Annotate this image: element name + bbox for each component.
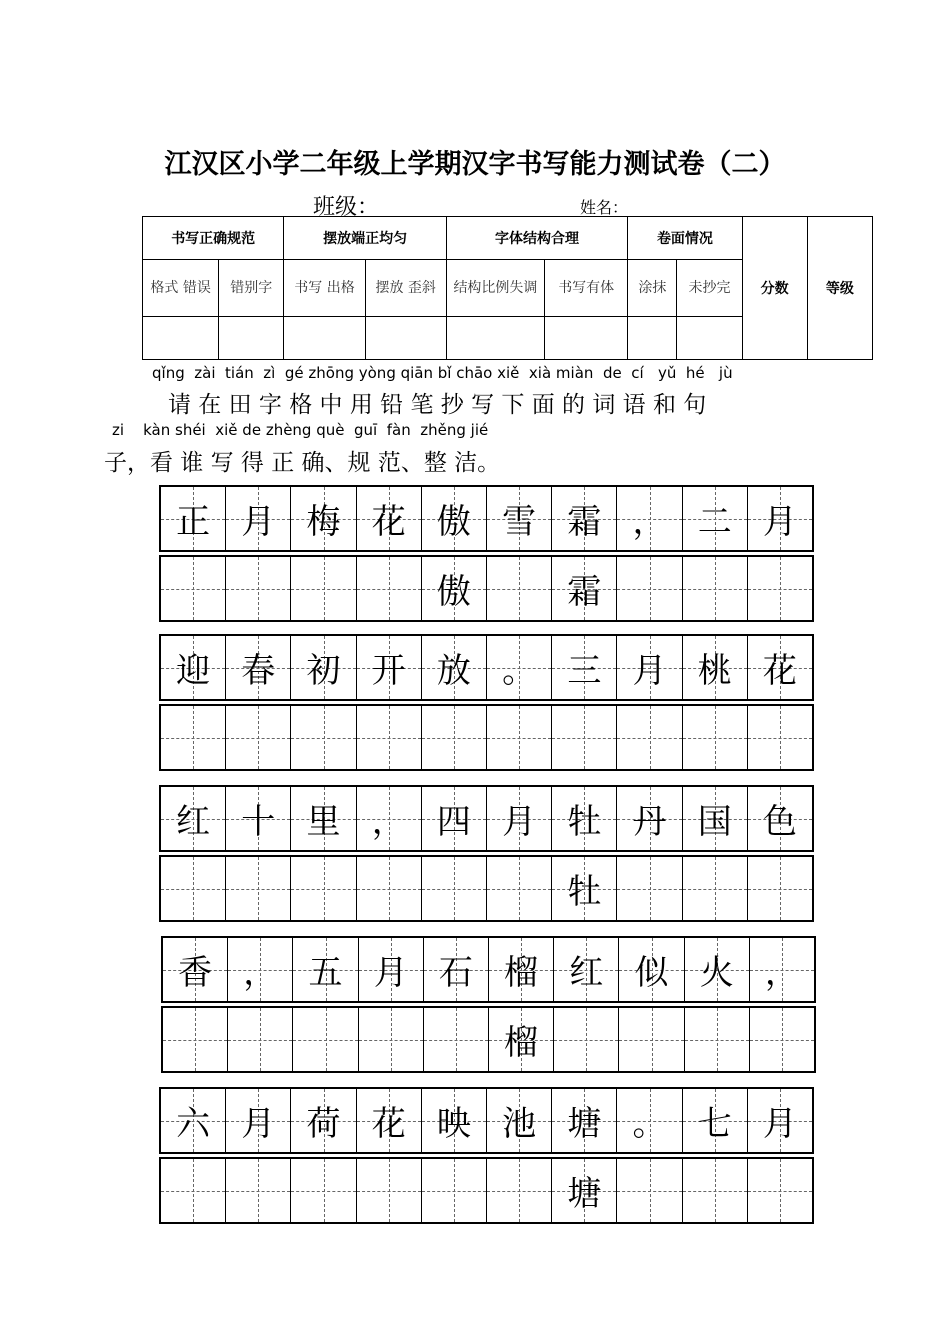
character: 四 bbox=[436, 802, 471, 842]
tianzige-cell[interactable] bbox=[682, 557, 747, 620]
character: 二 bbox=[697, 502, 732, 542]
character: 正 bbox=[176, 502, 211, 542]
instruction-pinyin-1: qǐng zài tián zì gé zhōng yòng qiān bǐ chāo xiě xià miàn de cí yǔ hé jù bbox=[152, 364, 733, 382]
subheader-cell: 结构比例失调 bbox=[446, 260, 544, 317]
character: 香 bbox=[178, 953, 213, 993]
tianzige-cell[interactable] bbox=[290, 787, 355, 850]
page-title: 江汉区小学二年级上学期汉字书写能力测试卷（二） bbox=[164, 149, 786, 180]
tianzige-cell[interactable] bbox=[616, 787, 681, 850]
tianzige-cell[interactable] bbox=[161, 706, 225, 769]
tianzige-cell[interactable] bbox=[551, 857, 616, 920]
instruction-pinyin-2: zi kàn shéi xiě de zhèng què guī fàn zhěng jié bbox=[112, 421, 489, 439]
character: 开 bbox=[371, 651, 406, 691]
tianzige-cell[interactable] bbox=[551, 557, 616, 620]
tianzige-cell[interactable] bbox=[292, 1008, 357, 1071]
character: 傲 bbox=[436, 572, 471, 612]
tianzige-cell[interactable] bbox=[161, 1159, 225, 1222]
tianzige-cell[interactable] bbox=[161, 857, 225, 920]
tianzige-cell[interactable] bbox=[682, 706, 747, 769]
character: 牡 bbox=[567, 872, 602, 912]
tianzige-cell[interactable] bbox=[616, 1159, 681, 1222]
tianzige-cell[interactable] bbox=[421, 557, 486, 620]
tianzige-cell[interactable] bbox=[161, 487, 225, 550]
character: 月 bbox=[373, 953, 408, 993]
character: 三 bbox=[567, 651, 602, 691]
score-input-cell[interactable] bbox=[545, 317, 628, 360]
name-label: 姓名： bbox=[580, 198, 629, 217]
character: 。 bbox=[632, 1104, 667, 1144]
tianzige-cell[interactable] bbox=[356, 706, 421, 769]
tianzige-cell[interactable] bbox=[553, 1008, 618, 1071]
tianzige-cell[interactable] bbox=[747, 487, 812, 550]
tianzige-cell[interactable] bbox=[421, 487, 486, 550]
instruction-text-2: 子，看 谁 写 得 正 确、规 范、整 洁。 bbox=[104, 450, 501, 476]
tianzige-cell[interactable] bbox=[682, 636, 747, 699]
score-input-cell[interactable] bbox=[677, 317, 742, 360]
tianzige-cell[interactable] bbox=[486, 706, 551, 769]
tianzige-cell[interactable] bbox=[616, 857, 681, 920]
character: ， bbox=[632, 502, 667, 542]
character: 榴 bbox=[504, 1023, 539, 1063]
tianzige-cell[interactable] bbox=[421, 1159, 486, 1222]
tianzige-cell[interactable] bbox=[551, 706, 616, 769]
practice-row bbox=[161, 1006, 816, 1073]
score-table bbox=[142, 216, 873, 360]
character: 傲 bbox=[436, 502, 471, 542]
tianzige-cell[interactable] bbox=[356, 487, 421, 550]
subheader-cell: 书写 出格 bbox=[284, 260, 365, 317]
score-input-cell[interactable] bbox=[219, 317, 284, 360]
tianzige-cell[interactable] bbox=[356, 557, 421, 620]
character: 映 bbox=[436, 1104, 471, 1144]
character: 春 bbox=[241, 651, 276, 691]
tianzige-cell[interactable] bbox=[290, 706, 355, 769]
character: 榴 bbox=[504, 953, 539, 993]
tianzige-cell[interactable] bbox=[225, 487, 290, 550]
class-label: 班级： bbox=[313, 195, 380, 220]
score-input-cell[interactable] bbox=[446, 317, 544, 360]
character: 迎 bbox=[176, 651, 211, 691]
character: 月 bbox=[762, 502, 797, 542]
character: 七 bbox=[697, 1104, 732, 1144]
copy-row bbox=[159, 785, 814, 852]
tianzige-cell[interactable] bbox=[163, 1008, 227, 1071]
character: 国 bbox=[697, 802, 732, 842]
character: 火 bbox=[699, 953, 734, 993]
tianzige-cell[interactable] bbox=[225, 787, 290, 850]
tianzige-cell[interactable] bbox=[290, 1089, 355, 1152]
tianzige-cell[interactable] bbox=[356, 857, 421, 920]
tianzige-cell[interactable] bbox=[682, 787, 747, 850]
character: 花 bbox=[371, 1104, 406, 1144]
character: 月 bbox=[502, 802, 537, 842]
tianzige-cell[interactable] bbox=[227, 1008, 292, 1071]
tianzige-cell[interactable] bbox=[290, 1159, 355, 1222]
tianzige-cell[interactable] bbox=[356, 787, 421, 850]
copy-row bbox=[159, 1087, 814, 1154]
character: 霜 bbox=[567, 572, 602, 612]
tianzige-cell[interactable] bbox=[225, 1159, 290, 1222]
tianzige-cell[interactable] bbox=[553, 938, 618, 1001]
subheader-cell: 未抄完 bbox=[677, 260, 742, 317]
tianzige-cell[interactable] bbox=[358, 938, 423, 1001]
tianzige-cell[interactable] bbox=[356, 1159, 421, 1222]
character: 霜 bbox=[567, 502, 602, 542]
character: 六 bbox=[176, 1104, 211, 1144]
tianzige-cell[interactable] bbox=[749, 1008, 814, 1071]
character: 牡 bbox=[567, 802, 602, 842]
tianzige-cell[interactable] bbox=[747, 706, 812, 769]
character: ， bbox=[371, 802, 406, 842]
character: 花 bbox=[371, 502, 406, 542]
character: 。 bbox=[502, 651, 537, 691]
practice-row bbox=[159, 704, 814, 771]
subheader-cell: 格式 错误 bbox=[143, 260, 219, 317]
character: 桃 bbox=[697, 651, 732, 691]
copy-row bbox=[159, 485, 814, 552]
tianzige-cell[interactable] bbox=[290, 557, 355, 620]
character: ， bbox=[764, 953, 799, 993]
tianzige-cell[interactable] bbox=[682, 857, 747, 920]
character: 花 bbox=[762, 651, 797, 691]
subheader-cell: 摆放 歪斜 bbox=[365, 260, 446, 317]
tianzige-cell[interactable] bbox=[358, 1008, 423, 1071]
tianzige-cell[interactable] bbox=[749, 938, 814, 1001]
character: 荷 bbox=[306, 1104, 341, 1144]
practice-row bbox=[159, 1157, 814, 1224]
character: 五 bbox=[308, 953, 343, 993]
tianzige-cell[interactable] bbox=[551, 1089, 616, 1152]
tianzige-cell[interactable] bbox=[616, 487, 681, 550]
tianzige-cell[interactable] bbox=[747, 557, 812, 620]
tianzige-cell[interactable] bbox=[356, 1089, 421, 1152]
character: 池 bbox=[502, 1104, 537, 1144]
tianzige-cell[interactable] bbox=[290, 636, 355, 699]
character: ， bbox=[243, 953, 278, 993]
tianzige-cell[interactable] bbox=[421, 636, 486, 699]
character: 红 bbox=[569, 953, 604, 993]
subheader-cell: 书写有体 bbox=[545, 260, 628, 317]
tianzige-cell[interactable] bbox=[290, 487, 355, 550]
character: 似 bbox=[634, 953, 669, 993]
character: 月 bbox=[632, 651, 667, 691]
tianzige-cell[interactable] bbox=[682, 1159, 747, 1222]
tianzige-cell[interactable] bbox=[486, 1089, 551, 1152]
tianzige-cell[interactable] bbox=[486, 857, 551, 920]
copy-row bbox=[161, 936, 816, 1003]
tianzige-cell[interactable] bbox=[618, 938, 683, 1001]
subheader-cell: 涂抹 bbox=[628, 260, 677, 317]
header-cell: 等级 bbox=[807, 217, 872, 360]
tianzige-cell[interactable] bbox=[488, 938, 553, 1001]
tianzige-cell[interactable] bbox=[423, 938, 488, 1001]
character: 塘 bbox=[567, 1174, 602, 1214]
character: 放 bbox=[436, 651, 471, 691]
score-input-cell[interactable] bbox=[284, 317, 365, 360]
tianzige-cell[interactable] bbox=[486, 787, 551, 850]
tianzige-cell[interactable] bbox=[616, 636, 681, 699]
practice-row bbox=[159, 855, 814, 922]
header-cell: 摆放端正均匀 bbox=[284, 217, 446, 260]
tianzige-cell[interactable] bbox=[356, 636, 421, 699]
tianzige-cell[interactable] bbox=[421, 787, 486, 850]
tianzige-cell[interactable] bbox=[747, 1089, 812, 1152]
tianzige-cell[interactable] bbox=[488, 1008, 553, 1071]
tianzige-cell[interactable] bbox=[227, 938, 292, 1001]
character: 红 bbox=[176, 802, 211, 842]
tianzige-cell[interactable] bbox=[486, 487, 551, 550]
tianzige-cell[interactable] bbox=[551, 636, 616, 699]
character: 月 bbox=[762, 1104, 797, 1144]
character: 里 bbox=[306, 802, 341, 842]
subheader-cell: 错别字 bbox=[219, 260, 284, 317]
tianzige-cell[interactable] bbox=[423, 1008, 488, 1071]
tianzige-cell[interactable] bbox=[616, 706, 681, 769]
tianzige-cell[interactable] bbox=[684, 938, 749, 1001]
character: 月 bbox=[241, 1104, 276, 1144]
tianzige-cell[interactable] bbox=[486, 636, 551, 699]
tianzige-cell[interactable] bbox=[161, 636, 225, 699]
character: 丹 bbox=[632, 802, 667, 842]
tianzige-cell[interactable] bbox=[618, 1008, 683, 1071]
tianzige-cell[interactable] bbox=[225, 857, 290, 920]
tianzige-cell[interactable] bbox=[616, 1089, 681, 1152]
tianzige-cell[interactable] bbox=[292, 938, 357, 1001]
practice-row bbox=[159, 555, 814, 622]
tianzige-cell[interactable] bbox=[225, 557, 290, 620]
instruction-text-1: 请 在 田 字 格 中 用 铅 笔 抄 写 下 面 的 词 语 和 句 bbox=[168, 392, 707, 418]
character: 塘 bbox=[567, 1104, 602, 1144]
tianzige-cell[interactable] bbox=[225, 636, 290, 699]
tianzige-cell[interactable] bbox=[161, 787, 225, 850]
tianzige-cell[interactable] bbox=[421, 857, 486, 920]
tianzige-cell[interactable] bbox=[486, 557, 551, 620]
tianzige-cell[interactable] bbox=[747, 857, 812, 920]
tianzige-cell[interactable] bbox=[225, 1089, 290, 1152]
tianzige-cell[interactable] bbox=[682, 1089, 747, 1152]
character: 月 bbox=[241, 502, 276, 542]
score-input-cell[interactable] bbox=[365, 317, 446, 360]
score-input-cell[interactable] bbox=[628, 317, 677, 360]
copy-row bbox=[159, 634, 814, 701]
header-cell: 书写正确规范 bbox=[143, 217, 284, 260]
tianzige-cell[interactable] bbox=[747, 787, 812, 850]
tianzige-cell[interactable] bbox=[161, 1089, 225, 1152]
score-input-cell[interactable] bbox=[143, 317, 219, 360]
tianzige-cell[interactable] bbox=[421, 1089, 486, 1152]
character: 色 bbox=[762, 802, 797, 842]
tianzige-cell[interactable] bbox=[551, 787, 616, 850]
character: 石 bbox=[438, 953, 473, 993]
header-cell: 卷面情况 bbox=[628, 217, 742, 260]
character: 雪 bbox=[502, 502, 537, 542]
tianzige-cell[interactable] bbox=[682, 487, 747, 550]
tianzige-cell[interactable] bbox=[225, 706, 290, 769]
tianzige-cell[interactable] bbox=[486, 1159, 551, 1222]
tianzige-cell[interactable] bbox=[616, 557, 681, 620]
tianzige-cell[interactable] bbox=[163, 938, 227, 1001]
character: 梅 bbox=[306, 502, 341, 542]
tianzige-cell[interactable] bbox=[551, 487, 616, 550]
tianzige-cell[interactable] bbox=[551, 1159, 616, 1222]
tianzige-cell[interactable] bbox=[290, 857, 355, 920]
character: 初 bbox=[306, 651, 341, 691]
header-cell: 字体结构合理 bbox=[446, 217, 627, 260]
tianzige-cell[interactable] bbox=[747, 636, 812, 699]
tianzige-cell[interactable] bbox=[684, 1008, 749, 1071]
tianzige-cell[interactable] bbox=[161, 557, 225, 620]
tianzige-cell[interactable] bbox=[421, 706, 486, 769]
header-cell: 分数 bbox=[742, 217, 807, 360]
character: 十 bbox=[241, 802, 276, 842]
tianzige-cell[interactable] bbox=[747, 1159, 812, 1222]
